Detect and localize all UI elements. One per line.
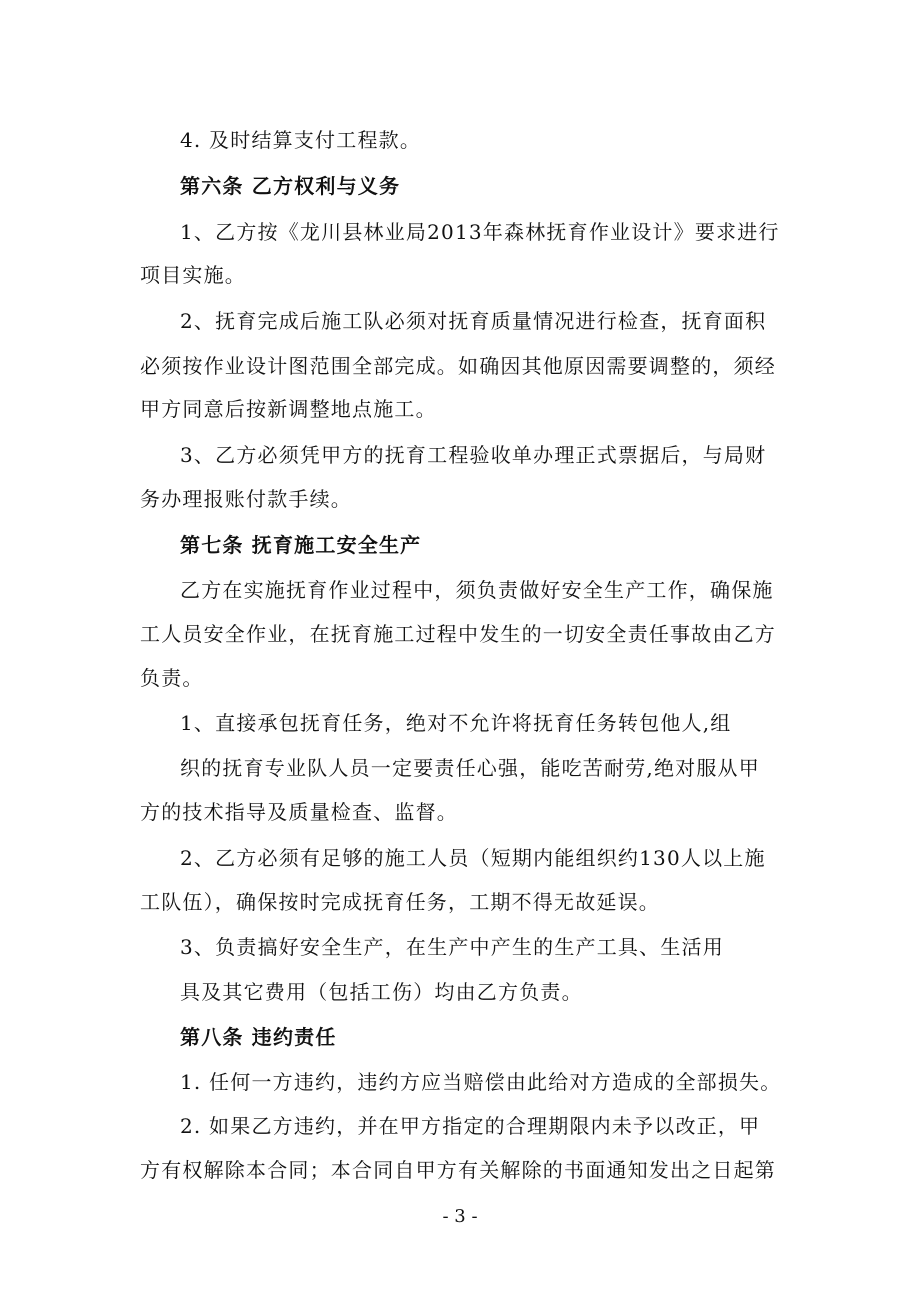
article-7-item-1-line-2: 织的抚育专业队人员一定要责任心强，能吃苦耐劳,绝对服从甲 [180,756,760,780]
article-6-item-2-line-3: 甲方同意后按新调整地点施工。 [140,397,437,421]
article-6-item-1-line-2: 项目实施。 [140,263,246,287]
article-6-item-2-line-1: 2、抚育完成后施工队必须对抚育质量情况进行检查，抚育面积 [180,309,767,333]
article-7-heading: 第七条 抚育施工安全生产 [180,533,422,557]
article-7-item-2-line-1: 2、乙方必须有足够的施工人员（短期内能组织约130人以上施 [180,846,766,870]
article-7-intro-line-1: 乙方在实施抚育作业过程中，须负责做好安全生产工作，确保施 [180,578,774,602]
article-8-item-2-line-2: 方有权解除本合同；本合同自甲方有关解除的书面通知发出之日起第 [140,1158,776,1182]
article-7-item-1-line-3: 方的技术指导及质量检查、监督。 [140,800,458,824]
article-6-heading: 第六条 乙方权利与义务 [180,174,401,198]
article-6-item-1-line-1: 1、乙方按《龙川县林业局2013年森林抚育作业设计》要求进行 [180,220,780,244]
page-number: - 3 - [442,1206,478,1227]
article-7-intro-line-2: 工人员安全作业，在抚育施工过程中发生的一切安全责任事故由乙方 [140,622,776,646]
article-7-item-3-line-2: 具及其它费用（包括工伤）均由乙方负责。 [180,980,583,1004]
article-8-item-2-line-1: 2. 如果乙方违约，并在甲方指定的合理期限内未予以改正，甲 [180,1114,761,1138]
article-7-item-3-line-1: 3、负责搞好安全生产，在生产中产生的生产工具、生活用 [180,935,724,959]
clause-5-item-4: 4. 及时结算支付工程款。 [180,128,422,152]
article-6-item-2-line-2: 必须按作业设计图范围全部完成。如确因其他原因需要调整的，须经 [140,354,776,378]
article-6-item-3-line-2: 务办理报账付款手续。 [140,487,352,511]
article-7-item-2-line-2: 工队伍），确保按时完成抚育任务，工期不得无故延误。 [140,890,660,914]
article-7-item-1-line-1: 1、直接承包抚育任务，绝对不允许将抚育任务转包他人,组 [180,711,732,735]
article-8-item-1: 1. 任何一方违约，违约方应当赔偿由此给对方造成的全部损失。 [180,1070,782,1094]
article-8-heading: 第八条 违约责任 [180,1025,337,1049]
article-6-item-3-line-1: 3、乙方必须凭甲方的抚育工程验收单办理正式票据后，与局财 [180,443,767,467]
article-7-intro-line-3: 负责。 [140,666,204,690]
